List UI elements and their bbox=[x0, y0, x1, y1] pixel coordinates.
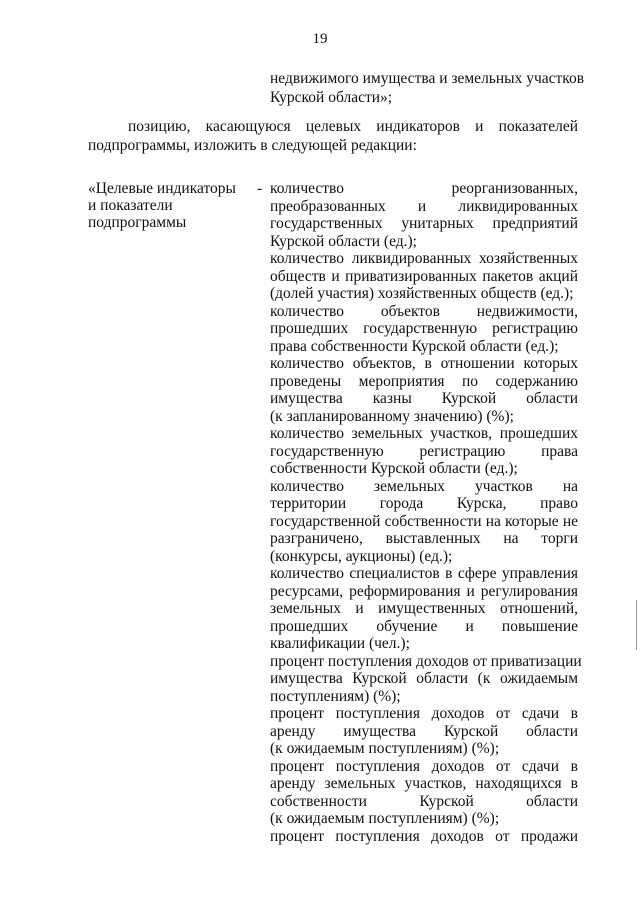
indicator-line: количество объектов, в отношении которых bbox=[270, 355, 578, 372]
indicator-line: прошедших государственную регистрацию bbox=[270, 320, 578, 337]
continuation-text bbox=[270, 69, 600, 107]
indicator-line: проведены мероприятия по содержанию bbox=[270, 372, 578, 390]
indicator-line: квалификации (чел.); bbox=[270, 635, 410, 652]
indicator-line: количество ликвидированных хозяйственных bbox=[270, 250, 578, 267]
indicator-line: прошедших обучение и повышение bbox=[270, 617, 578, 635]
indicator-line: процент поступления доходов от сдачи в bbox=[270, 705, 578, 722]
indicator-line: количество специалистов в сфере управления bbox=[270, 565, 578, 582]
indicator-line: собственности Курской области (ед.); bbox=[270, 460, 518, 477]
indicator-line: территории города Курска, право bbox=[270, 495, 578, 512]
instruction-paragraph bbox=[88, 117, 578, 155]
indicator-line: разграничено, выставленных на торги bbox=[270, 530, 578, 547]
indicator-line: (долей участия) хозяйственных обществ (ед.); bbox=[270, 285, 574, 302]
indicator-line: собственности Курской области bbox=[270, 792, 578, 810]
page-number: 19 bbox=[312, 31, 328, 47]
label-line: и показатели bbox=[88, 197, 173, 214]
indicator-item bbox=[270, 478, 578, 566]
indicator-line: ресурсами, реформирования и регулирования bbox=[270, 582, 578, 600]
scan-edge-mark bbox=[636, 600, 637, 650]
indicator-line: (конкурсы, аукционы) (ед.); bbox=[270, 547, 453, 565]
label-dash: - bbox=[257, 180, 263, 197]
indicator-line: имущества казны Курской области bbox=[270, 390, 578, 407]
indicator-line: (к ожидаемым поступлениям) (%); bbox=[270, 740, 500, 757]
indicator-line: (к ожидаемым поступлениям) (%); bbox=[270, 810, 500, 827]
indicator-line: права собственности Курской области (ед.); bbox=[270, 337, 559, 355]
indicator-line: количество земельных участков на bbox=[270, 477, 578, 495]
indicators-label bbox=[88, 180, 258, 231]
instruction-line: подпрограммы, изложить в следующей редакции: bbox=[88, 137, 417, 154]
indicator-line: имущества Курской области (к ожидаемым bbox=[270, 670, 578, 687]
indicator-item bbox=[270, 180, 578, 250]
indicator-item bbox=[270, 355, 578, 425]
indicator-line: поступлениям) (%); bbox=[270, 687, 401, 705]
indicator-line: преобразованных и ликвидированных bbox=[270, 197, 578, 215]
instruction-line: позицию, касающуюся целевых индикаторов и показателей bbox=[128, 118, 578, 135]
indicator-line: количество объектов недвижимости, bbox=[270, 302, 578, 320]
continuation-line: Курской области»; bbox=[270, 89, 393, 106]
indicator-item bbox=[270, 425, 578, 478]
indicator-line: количество реорганизованных, bbox=[270, 180, 578, 197]
indicator-item bbox=[270, 828, 578, 846]
indicator-list bbox=[270, 180, 582, 845]
indicator-line: государственных унитарных предприятий bbox=[270, 215, 578, 232]
label-line: «Целевые индикаторы bbox=[88, 180, 236, 197]
label-line: подпрограммы bbox=[88, 214, 187, 231]
indicator-line: государственной собственности на которые не bbox=[270, 512, 578, 530]
indicator-line: аренду имущества Курской области bbox=[270, 722, 578, 740]
indicator-item bbox=[270, 705, 578, 758]
indicator-item bbox=[270, 565, 578, 653]
indicator-item bbox=[270, 652, 582, 706]
indicator-line: (к запланированному значению) (%); bbox=[270, 407, 514, 425]
indicator-item bbox=[270, 303, 578, 356]
continuation-line: недвижимого имущества и земельных участков bbox=[270, 70, 585, 87]
indicator-line: Курской области (ед.); bbox=[270, 232, 417, 250]
indicator-line: обществ и приватизированных пакетов акций bbox=[270, 267, 578, 285]
indicator-line: процент поступления доходов от продажи bbox=[270, 827, 578, 845]
indicator-line: государственную регистрацию права bbox=[270, 442, 578, 460]
indicator-item bbox=[270, 758, 578, 828]
indicator-line: процент поступления доходов от приватизации bbox=[270, 652, 582, 670]
indicator-line: аренду земельных участков, находящихся в bbox=[270, 775, 578, 792]
indicator-line: земельных и имущественных отношений, bbox=[270, 600, 578, 617]
indicator-item bbox=[270, 250, 578, 303]
indicator-line: процент поступления доходов от сдачи в bbox=[270, 757, 578, 775]
indicator-line: количество земельных участков, прошедших bbox=[270, 425, 578, 442]
